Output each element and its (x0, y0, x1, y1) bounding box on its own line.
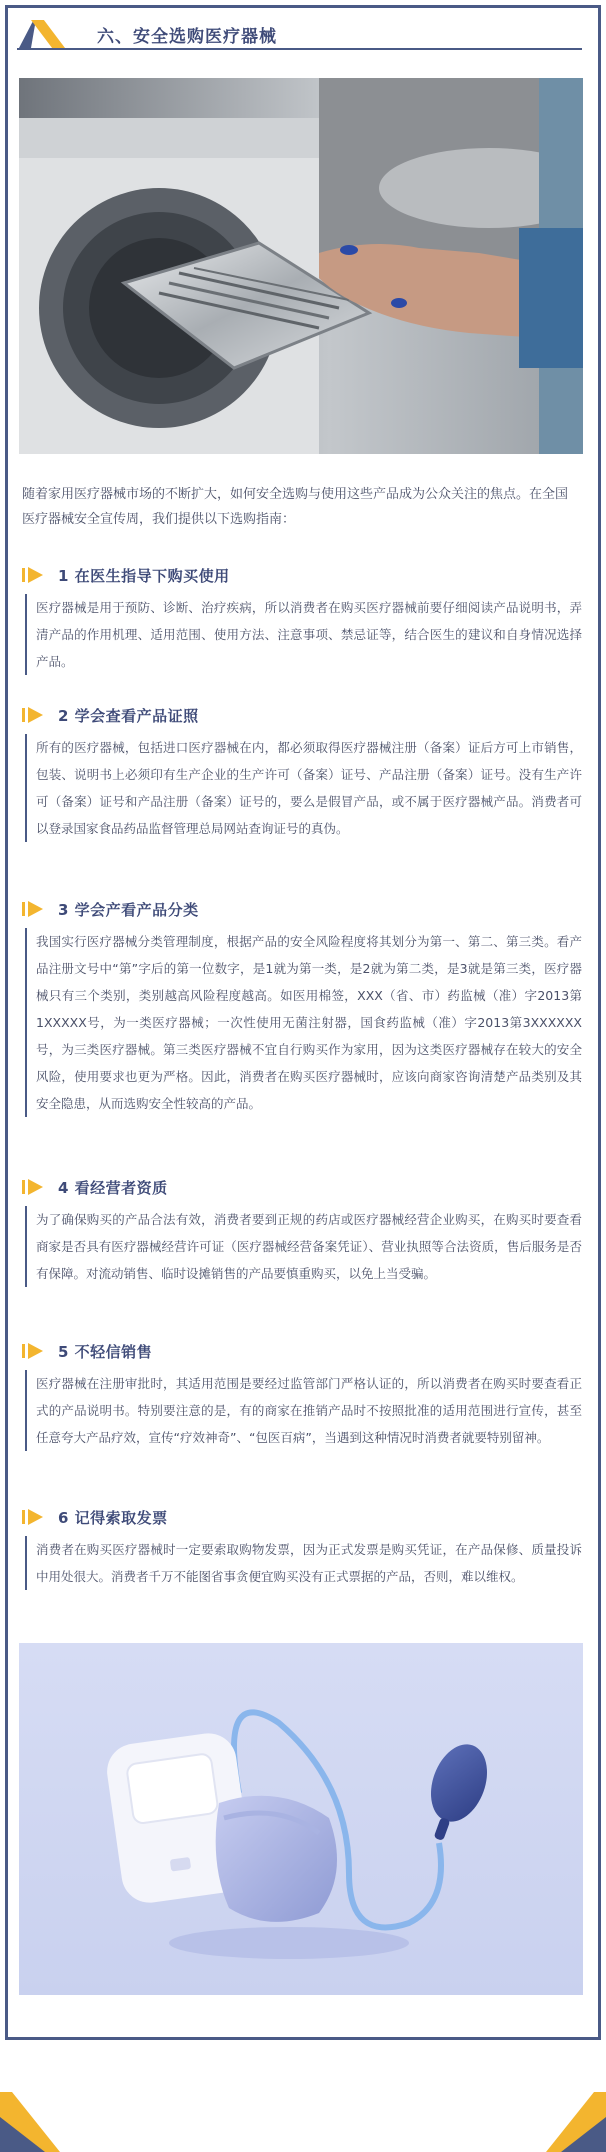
section-body: 医疗器械是用于预防、诊断、治疗疾病，所以消费者在购买医疗器械前要仔细阅读产品说明书，弄清产品的作用机理、适用范围、使用方法、注意事项、禁忌证等，结合医生的建议和自身情况选择产品。 (25, 594, 582, 675)
guide-section-4 (22, 1174, 582, 1287)
instrument-tray-illustration (19, 78, 583, 454)
blood-pressure-monitor-illustration (19, 1643, 583, 1995)
section-title: 2 学会查看产品证照 (58, 707, 199, 725)
play-triangle-icon (22, 566, 44, 584)
section-title: 3 学会产看产品分类 (58, 901, 199, 919)
section-body: 消费者在购买医疗器械时一定要索取购物发票，因为正式发票是购买凭证，在产品保修、质量投诉中用处很大。消费者千万不能图省事贪便宜购买没有正式票据的产品，否则，难以维权。 (25, 1536, 582, 1590)
section-header (17, 20, 582, 50)
header-accent-icon (31, 20, 65, 48)
medical-instruments-photo (19, 78, 583, 454)
guide-section-1 (22, 562, 582, 675)
section-body: 医疗器械在注册审批时，其适用范围是要经过监管部门严格认证的，所以消费者在购买时要查看正式的产品说明书。特别要注意的是，有的商家在推销产品时不按照批准的适用范围进行宣传，甚至任意夸大产品疗效，宣传“疗效神奇”、“包医百病”，当遇到这种情况时消费者就要特别留神。 (25, 1370, 582, 1451)
play-triangle-icon (22, 1342, 44, 1360)
guide-section-2 (22, 702, 582, 842)
section-body: 为了确保购买的产品合法有效，消费者要到正规的药店或医疗器械经营企业购买，在购买时要查看商家是否具有医疗器械经营许可证（医疗器械经营备案凭证）、营业执照等合法资质，售后服务是否有保障。对流动销售、临时设摊销售的产品要慎重购买，以免上当受骗。 (25, 1206, 582, 1287)
corner-decoration-icon (0, 2082, 60, 2152)
guide-section-3 (22, 896, 582, 1117)
blood-pressure-monitor-icon (19, 1643, 583, 1995)
guide-section-5 (22, 1338, 582, 1451)
guide-section-6 (22, 1504, 582, 1590)
page-title: 六、安全选购医疗器械 (97, 27, 277, 47)
section-body: 我国实行医疗器械分类管理制度，根据产品的安全风险程度将其划分为第一、第二、第三类。看产品注册文号中“第”字后的第一位数字，是1就为第一类，是2就为第二类，是3就是第三类，医疗器械只有三个类别，类别越高风险程度越高。如医用棉签，XXX（省、市）药监械（准）字2013第1XXXXX号，为一类医疗器械；一次性使用无菌注射器，国食药监械（准）字2013第3XXXXXX号，为三类医疗器械。第三类医疗器械不宜自行购买作为家用，因为这类医疗器械存在较大的安全风险，使用要求也更为严格。因此，消费者在购买医疗器械时，应该向商家咨询清楚产品类别及其安全隐患，从而选购安全性较高的产品。 (25, 928, 582, 1117)
section-body: 所有的医疗器械，包括进口医疗器械在内，都必须取得医疗器械注册（备案）证后方可上市销售，包装、说明书上必须印有生产企业的生产许可（备案）证号、产品注册（备案）证号。没有生产许可（备案）证号和产品注册（备案）证号的，要么是假冒产品，或不属于医疗器械产品。消费者可以登录国家食品药品监督管理总局网站查询证号的真伪。 (25, 734, 582, 842)
section-title: 5 不轻信销售 (58, 1343, 153, 1361)
section-title: 1 在医生指导下购买使用 (58, 567, 230, 585)
play-triangle-icon (22, 706, 44, 724)
play-triangle-icon (22, 1508, 44, 1526)
play-triangle-icon (22, 1178, 44, 1196)
corner-decoration-icon (546, 2082, 606, 2152)
section-title: 6 记得索取发票 (58, 1509, 168, 1527)
play-triangle-icon (22, 900, 44, 918)
intro-paragraph: 随着家用医疗器械市场的不断扩大，如何安全选购与使用这些产品成为公众关注的焦点。在全国医疗器械安全宣传周，我们提供以下选购指南： (22, 487, 569, 527)
section-title: 4 看经营者资质 (58, 1179, 168, 1197)
